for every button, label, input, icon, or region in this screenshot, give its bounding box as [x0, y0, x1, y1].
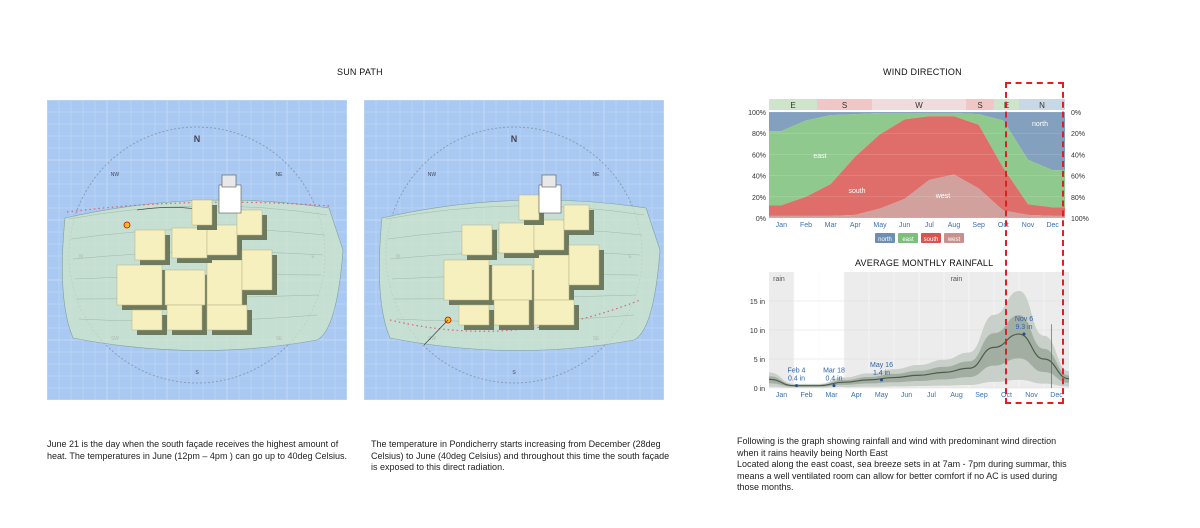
wind-legend-label: east: [902, 237, 914, 243]
wind-ytick-right: 0%: [1071, 110, 1082, 117]
rain-caption-line-5: those months.: [737, 482, 794, 492]
wind-top-label: N: [1039, 101, 1045, 110]
wind-title: WIND DIRECTION: [883, 67, 962, 77]
tower: [539, 185, 561, 213]
building: [462, 225, 492, 255]
rain-band-label: rain: [773, 276, 785, 283]
highlight-box: [1005, 82, 1064, 404]
wind-area-label: north: [1032, 121, 1048, 128]
compass-n-label: N: [510, 134, 518, 144]
rain-xtick: Mar: [825, 392, 838, 399]
compass-s-label: S: [512, 370, 516, 376]
wind-legend-label: south: [923, 237, 939, 243]
tower-top: [222, 175, 236, 187]
tower: [219, 185, 241, 213]
building: [494, 300, 529, 325]
wind-ytick-left: 40%: [751, 173, 766, 181]
rain-annotation-dot: [833, 384, 836, 387]
rain-xtick: Jul: [927, 392, 936, 399]
building: [569, 245, 599, 285]
building: [135, 230, 165, 260]
wind-xtick: Aug: [947, 222, 961, 229]
building: [172, 228, 207, 258]
june-caption-text: June 21 is the day when the south façade receives the highest amount of heat. The temperatures in June (12pm – 4pm ) can go up to 40deg Celsius.: [47, 439, 348, 461]
wind-ytick-right: 80%: [1071, 194, 1086, 202]
building: [242, 250, 272, 290]
wind-ytick-left: 60%: [751, 152, 766, 160]
compass-s-label: S: [195, 370, 199, 376]
building: [132, 310, 162, 330]
rain-xtick: Dec: [1050, 392, 1063, 399]
wind-ytick-left: 0%: [755, 216, 766, 223]
rain-xtick: Nov: [1025, 392, 1038, 399]
compass-nw-label: NW: [427, 171, 437, 178]
building: [499, 223, 534, 253]
building: [492, 265, 532, 300]
rain-annotation-dot: [880, 378, 883, 381]
building: [165, 270, 205, 305]
rain-xtick: Apr: [851, 392, 862, 399]
rain-xtick: Jan: [775, 392, 788, 399]
rain-ytick: 0 in: [753, 386, 765, 393]
sun-path-december-diagram: [364, 100, 664, 400]
rain-xtick: Jun: [900, 392, 913, 399]
sun-path-december: [364, 100, 664, 400]
wind-legend-label: north: [878, 237, 892, 243]
rain-caption-line-4: means a well ventilated room can allow for better comfort if no AC is used during: [737, 470, 1058, 481]
rain-xtick: Feb: [800, 392, 813, 399]
wind-xtick: Apr: [849, 222, 861, 229]
rain-caption-line-2: when it rains heavily being North East: [737, 447, 888, 458]
wind-xtick: Sep: [972, 222, 985, 229]
rain-annotation-date: Feb 4: [787, 367, 806, 375]
building: [167, 305, 202, 330]
rain-caption: [737, 436, 1117, 494]
rain-annotation-value: 1.4 in: [872, 369, 891, 377]
rain-caption-line-3: Located along the east coast, sea breeze sets in at 7am - 7pm during summar, this: [737, 459, 1067, 469]
december-caption: [371, 439, 671, 474]
building: [192, 200, 212, 225]
december-caption-text: The temperature in Pondicherry starts increasing from December (28deg Celsius) to June (40deg Celsius) and throughout this time the south façade is exposed to this direct radiation.: [371, 439, 670, 472]
building: [459, 305, 489, 325]
june-caption: [47, 439, 347, 462]
rain-annotation-date: May 16: [870, 361, 893, 369]
compass-ne-label: NE: [592, 171, 600, 178]
building: [117, 265, 162, 305]
wind-xtick: Jul: [924, 222, 934, 229]
building: [534, 300, 574, 325]
rain-annotation-value: 9.3 in: [1015, 324, 1033, 332]
wind-xtick: May: [873, 222, 887, 229]
wind-top-label: E: [1003, 101, 1010, 110]
wind-top-label: W: [915, 101, 923, 110]
rain-xtick: Oct: [1001, 392, 1012, 399]
tower-top: [542, 175, 556, 187]
sun-path-title: SUN PATH: [337, 67, 383, 77]
wind-ytick-left: 80%: [751, 131, 766, 139]
wind-ytick-right: 100%: [1071, 216, 1089, 223]
building: [207, 305, 247, 330]
wind-xtick: Jan: [775, 222, 787, 229]
sun-path-june: [47, 100, 347, 400]
wind-top-label: S: [977, 101, 983, 110]
rain-title: AVERAGE MONTHLY RAINFALL: [855, 258, 994, 268]
rain-band-label: rain: [950, 276, 963, 283]
rain-annotation-date: Nov 6: [1014, 316, 1034, 324]
wind-xtick: Oct: [997, 222, 1009, 229]
wind-top-label: E: [790, 101, 796, 110]
wind-top-label: S: [841, 101, 848, 110]
rain-annotation-date: Mar 18: [823, 367, 845, 375]
building: [564, 205, 589, 230]
wind-ytick-right: 20%: [1071, 131, 1086, 139]
rain-annotation-dot: [795, 384, 798, 387]
sun-marker: [124, 222, 130, 228]
building: [534, 255, 569, 300]
rain-xtick: Sep: [975, 392, 988, 399]
wind-xtick: Nov: [1021, 222, 1035, 229]
sun-path-june-diagram: [47, 100, 347, 400]
wind-xtick: Dec: [1046, 222, 1059, 229]
building: [444, 260, 489, 300]
building: [237, 210, 262, 235]
wind-ytick-right: 40%: [1071, 152, 1086, 160]
wind-ytick-left: 100%: [748, 110, 766, 117]
rain-xtick: Aug: [950, 392, 963, 399]
building: [207, 260, 242, 305]
wind-area-label: east: [813, 153, 827, 160]
wind-legend-label: west: [947, 237, 961, 243]
rain-xtick: May: [874, 392, 889, 399]
rain-annotation-value: 0.4 in: [825, 375, 843, 383]
building: [519, 195, 539, 220]
wind-ytick-right: 60%: [1071, 173, 1086, 181]
wind-xtick: Feb: [799, 222, 813, 229]
wind-area-label: west: [935, 193, 951, 200]
rain-caption-line-1: Following is the graph showing rainfall and wind with predominant wind direction: [737, 436, 1057, 446]
rain-annotation-value: 0.4 in: [787, 375, 806, 383]
rain-ytick: 15 in: [749, 299, 765, 306]
compass-ne-label: NE: [275, 171, 283, 178]
compass-nw-label: NW: [110, 171, 120, 178]
wind-xtick: Jun: [899, 222, 911, 229]
wind-ytick-left: 20%: [751, 194, 766, 202]
rain-ytick: 10 in: [749, 328, 765, 335]
rain-ytick: 5 in: [753, 357, 765, 364]
wind-xtick: Mar: [824, 222, 837, 229]
compass-n-label: N: [193, 134, 201, 144]
wind-area-label: south: [848, 188, 866, 195]
